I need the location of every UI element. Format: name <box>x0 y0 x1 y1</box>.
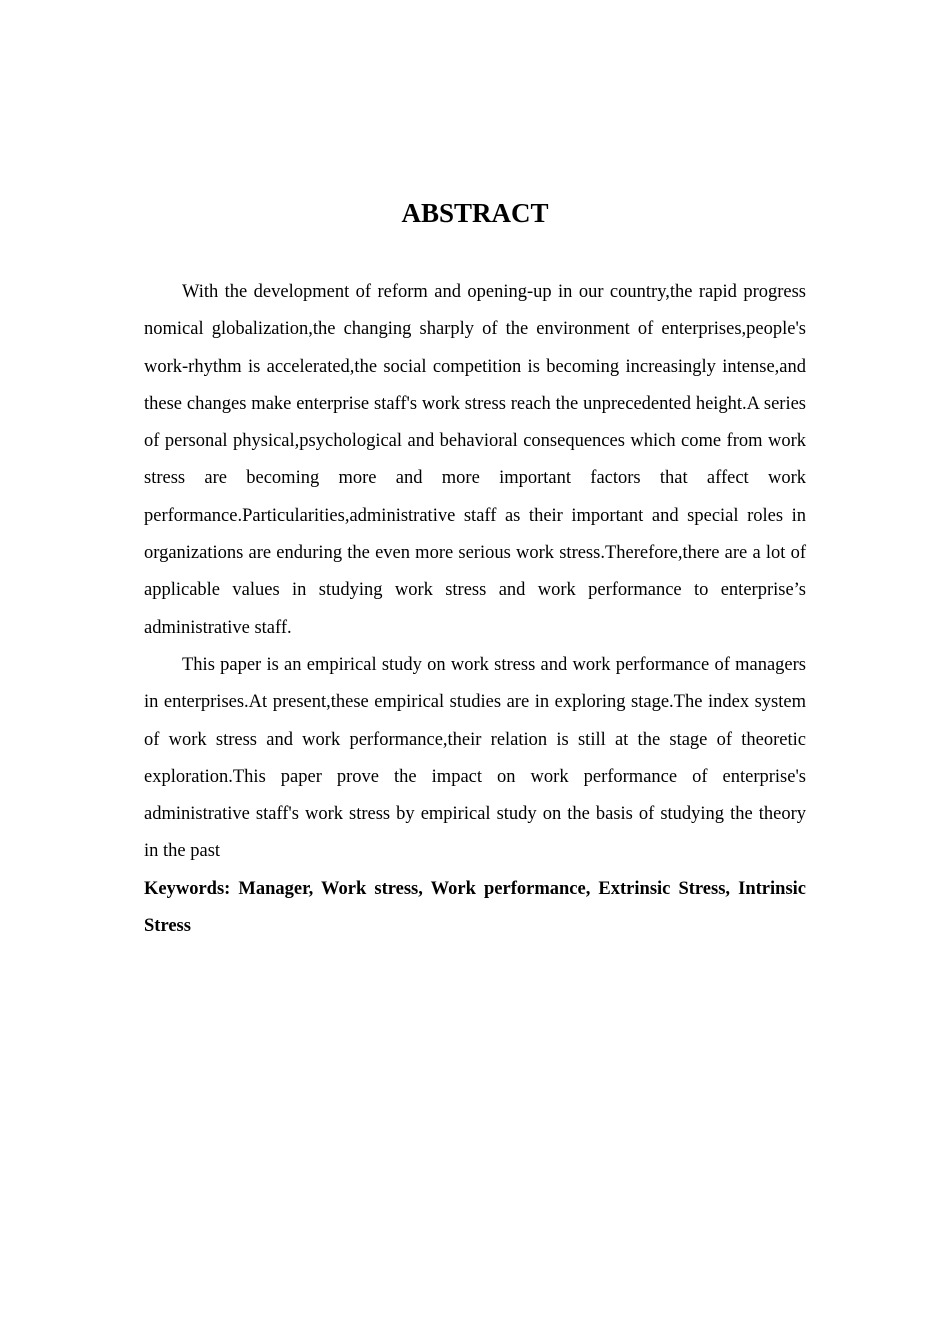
abstract-paragraph-1: With the development of reform and opening-up in our country,the rapid progress nomical globalization,the changing sharply of the environment of enterprises,people's work-rhythm is accelerated,the social competition is becoming increasingly intense,and these changes make enterprise staff's work stress reach the unprecedented height.A series of personal physical,psychological and behavioral consequences which come from work stress are becoming more and more important factors that affect work performance.Particularities,administrative staff as their important and special roles in organizations are enduring the even more serious work stress.Therefore,there are a lot of applicable values in studying work stress and work performance to enterprise’s administrative staff. <box>144 282 806 638</box>
abstract-body <box>144 274 806 945</box>
page-title: ABSTRACT <box>401 198 549 228</box>
abstract-paragraph-2: This paper is an empirical study on work stress and work performance of managers in enterprises.At present,these empirical studies are in exploring stage.The index system of work stress and work performance,their relation is still at the stage of theoretic exploration.This paper prove the impact on work performance of enterprise's administrative staff's work stress by empirical study on the basis of studying the theory in the past <box>144 654 806 862</box>
keywords-line: Keywords: Manager, Work stress, Work performance, Extrinsic Stress, Intrinsic Stress <box>144 878 806 937</box>
